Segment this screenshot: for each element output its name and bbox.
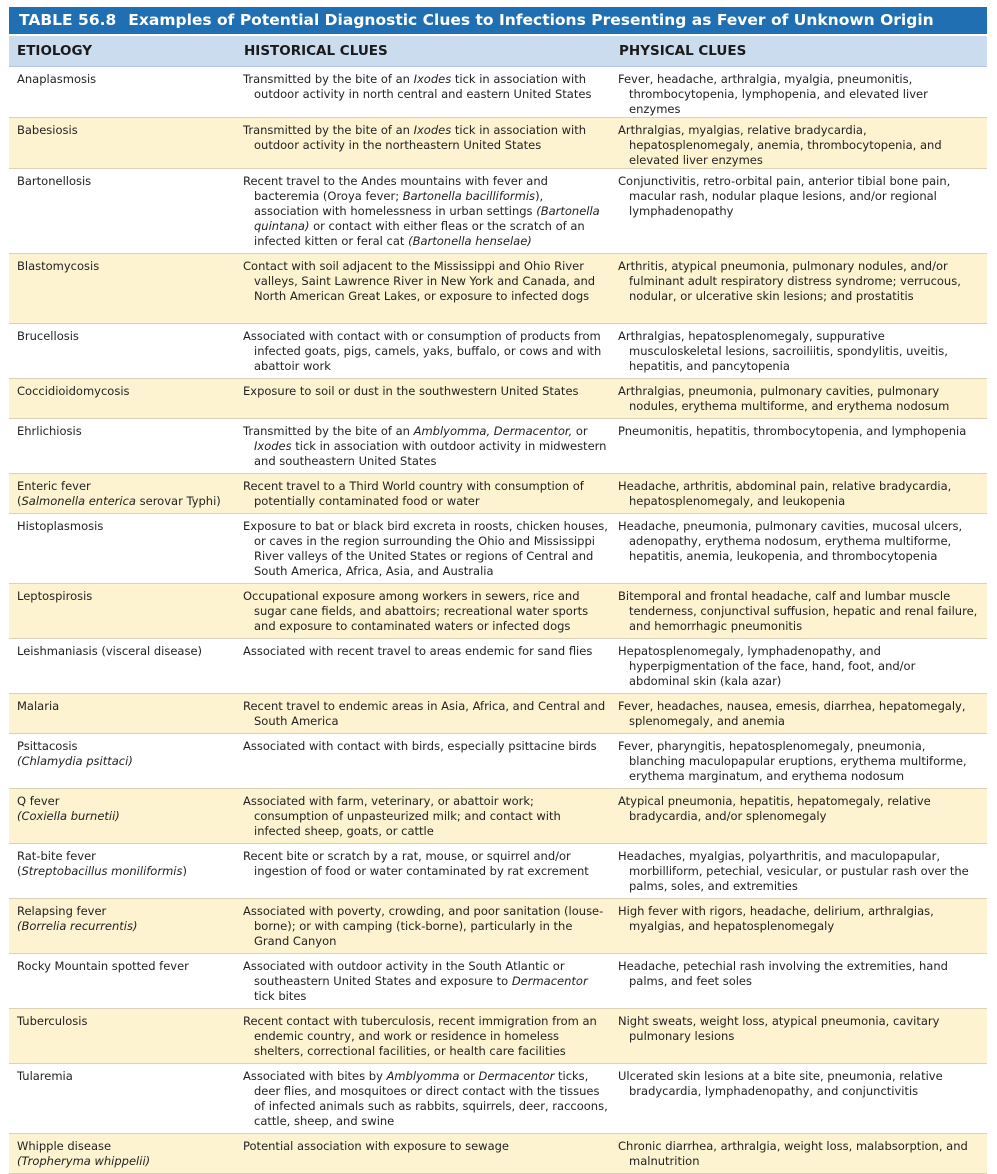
physical-clues-cell bbox=[618, 1009, 987, 1064]
etiology-cell bbox=[9, 584, 243, 639]
table-row bbox=[9, 169, 987, 254]
table-row bbox=[9, 1009, 987, 1064]
etiology-name: Blastomycosis bbox=[17, 259, 100, 273]
physical-clues-text: Atypical pneumonia, hepatitis, hepatomegaly, relative bradycardia, and/or splenomegaly bbox=[618, 794, 931, 823]
historical-clues-cell bbox=[243, 118, 618, 169]
etiology-cell bbox=[9, 254, 243, 324]
historical-clues-cell bbox=[243, 324, 618, 379]
table-row bbox=[9, 379, 987, 419]
etiology-name: Leptospirosis bbox=[17, 589, 93, 603]
historical-clues-cell bbox=[243, 734, 618, 789]
table-row bbox=[9, 514, 987, 584]
physical-clues-text: Headache, pneumonia, pulmonary cavities, mucosal ulcers, adenopathy, erythema nodosum, erythema multiforme, hepatitis, anemia, leukopenia, and thrombocytopenia bbox=[618, 519, 963, 563]
etiology-name: Tularemia bbox=[17, 1069, 73, 1083]
table-row bbox=[9, 254, 987, 324]
physical-clues-text: High fever with rigors, headache, delirium, arthralgias, myalgias, and hepatosplenomegaly bbox=[618, 904, 934, 933]
historical-clues-cell bbox=[243, 1064, 618, 1134]
physical-clues-text: Arthralgias, pneumonia, pulmonary cavities, pulmonary nodules, erythema multiforme, and erythema nodosum bbox=[618, 384, 950, 413]
etiology-name: Rat-bite fever bbox=[17, 849, 96, 863]
etiology-name: Coccidioidomycosis bbox=[17, 384, 130, 398]
historical-clues-text: Recent travel to a Third World country with consumption of potentially contaminated food or water bbox=[243, 479, 584, 508]
table-row bbox=[9, 694, 987, 734]
etiology-cell bbox=[9, 67, 243, 118]
historical-clues-cell bbox=[243, 1009, 618, 1064]
etiology-cell bbox=[9, 118, 243, 169]
physical-clues-cell bbox=[618, 639, 987, 694]
historical-clues-text: Associated with contact with or consumption of products from infected goats, pigs, camels, yaks, buffalo, or cows and with abattoir work bbox=[243, 329, 602, 373]
physical-clues-cell bbox=[618, 584, 987, 639]
historical-clues-text: Recent travel to the Andes mountains with fever and bacteremia (Oroya fever; Bartonella bacilliformis), association with homelessness in urban settings (Bartonella quintana) or contact with either fleas or the scratch of an infected kitten or feral cat (Bartonella henselae) bbox=[243, 174, 600, 248]
etiology-name: Whipple disease bbox=[17, 1139, 112, 1153]
table-row bbox=[9, 734, 987, 789]
etiology-name: Q fever bbox=[17, 794, 60, 808]
physical-clues-cell bbox=[618, 379, 987, 419]
historical-clues-text: Transmitted by the bite of an Ixodes tick in association with outdoor activity in north central and eastern United States bbox=[243, 72, 592, 101]
etiology-cell bbox=[9, 844, 243, 899]
column-header-row bbox=[9, 36, 987, 67]
table-row bbox=[9, 67, 987, 118]
table-title: Examples of Potential Diagnostic Clues to Infections Presenting as Fever of Unknown Origin bbox=[128, 11, 934, 29]
etiology-name: Tuberculosis bbox=[17, 1014, 88, 1028]
physical-clues-cell bbox=[618, 789, 987, 844]
etiology-cell bbox=[9, 419, 243, 474]
physical-clues-text: Headache, petechial rash involving the extremities, hand palms, and feet soles bbox=[618, 959, 948, 988]
historical-clues-text: Transmitted by the bite of an Amblyomma, Dermacentor, or Ixodes tick in association with outdoor activity in midwestern and southeastern United States bbox=[243, 424, 607, 468]
column-header-historical: HISTORICAL CLUES bbox=[244, 43, 388, 59]
historical-clues-cell bbox=[243, 67, 618, 118]
etiology-name: Psittacosis bbox=[17, 739, 78, 753]
physical-clues-cell bbox=[618, 734, 987, 789]
historical-clues-text: Associated with recent travel to areas endemic for sand flies bbox=[243, 644, 593, 658]
historical-clues-cell bbox=[243, 254, 618, 324]
etiology-organism: (Borrelia recurrentis) bbox=[17, 919, 138, 933]
historical-clues-cell bbox=[243, 789, 618, 844]
historical-clues-cell bbox=[243, 954, 618, 1009]
table-row bbox=[9, 584, 987, 639]
table-row bbox=[9, 474, 987, 514]
etiology-cell bbox=[9, 789, 243, 844]
historical-clues-text: Associated with contact with birds, especially psittacine birds bbox=[243, 739, 597, 753]
physical-clues-text: Headaches, myalgias, polyarthritis, and maculopapular, morbilliform, petechial, vesicular, or pustular rash over the palms, soles, and extremities bbox=[618, 849, 969, 893]
table-row bbox=[9, 954, 987, 1009]
physical-clues-text: Pneumonitis, hepatitis, thrombocytopenia, and lymphopenia bbox=[618, 424, 967, 438]
physical-clues-text: Arthritis, atypical pneumonia, pulmonary nodules, and/or fulminant adult respiratory distress syndrome; verrucous, nodular, or ulcerative skin lesions; and prostatitis bbox=[618, 259, 961, 303]
table-row bbox=[9, 1064, 987, 1134]
etiology-name: Leishmaniasis (visceral disease) bbox=[17, 644, 203, 658]
etiology-name: Ehrlichiosis bbox=[17, 424, 82, 438]
physical-clues-cell bbox=[618, 118, 987, 169]
etiology-cell bbox=[9, 694, 243, 734]
physical-clues-text: Arthralgias, hepatosplenomegaly, suppurative musculoskeletal lesions, sacroiliitis, spondylitis, uveitis, hepatitis, and pancytopenia bbox=[618, 329, 948, 373]
physical-clues-text: Arthralgias, myalgias, relative bradycardia, hepatosplenomegaly, anemia, thrombocytopenia, and elevated liver enzymes bbox=[618, 123, 942, 167]
physical-clues-cell bbox=[618, 254, 987, 324]
historical-clues-cell bbox=[243, 379, 618, 419]
physical-clues-text: Fever, headache, arthralgia, myalgia, pneumonitis, thrombocytopenia, lymphopenia, and elevated liver enzymes bbox=[618, 72, 928, 116]
etiology-cell bbox=[9, 474, 243, 514]
physical-clues-text: Conjunctivitis, retro-orbital pain, anterior tibial bone pain, macular rash, nodular plaque lesions, and/or regional lymphadenopathy bbox=[618, 174, 951, 218]
etiology-cell bbox=[9, 169, 243, 254]
historical-clues-cell bbox=[243, 584, 618, 639]
table-title-bar bbox=[9, 7, 987, 34]
etiology-organism: (Tropheryma whippelii) bbox=[17, 1154, 151, 1168]
historical-clues-cell bbox=[243, 169, 618, 254]
table-row bbox=[9, 1134, 987, 1174]
historical-clues-cell bbox=[243, 899, 618, 954]
etiology-organism: (Salmonella enterica serovar Typhi) bbox=[17, 494, 221, 508]
table-body bbox=[9, 67, 987, 1174]
table-row bbox=[9, 789, 987, 844]
etiology-cell bbox=[9, 1134, 243, 1174]
historical-clues-text: Recent bite or scratch by a rat, mouse, or squirrel and/or ingestion of food or water contaminated by rat excrement bbox=[243, 849, 589, 878]
physical-clues-cell bbox=[618, 1134, 987, 1174]
etiology-name: Relapsing fever bbox=[17, 904, 107, 918]
historical-clues-cell bbox=[243, 514, 618, 584]
etiology-name: Enteric fever bbox=[17, 479, 91, 493]
etiology-organism: (Coxiella burnetii) bbox=[17, 809, 120, 823]
historical-clues-text: Potential association with exposure to sewage bbox=[243, 1139, 509, 1153]
physical-clues-cell bbox=[618, 694, 987, 734]
historical-clues-cell bbox=[243, 844, 618, 899]
etiology-cell bbox=[9, 639, 243, 694]
table-row bbox=[9, 899, 987, 954]
table-row bbox=[9, 639, 987, 694]
etiology-organism: (Chlamydia psittaci) bbox=[17, 754, 133, 768]
historical-clues-cell bbox=[243, 694, 618, 734]
historical-clues-text: Contact with soil adjacent to the Mississippi and Ohio River valleys, Saint Lawrence River in New York and Canada, and North American Great Lakes, or exposure to infected dogs bbox=[243, 259, 596, 303]
etiology-cell bbox=[9, 514, 243, 584]
etiology-name: Malaria bbox=[17, 699, 60, 713]
physical-clues-cell bbox=[618, 419, 987, 474]
table-figure bbox=[9, 7, 987, 1174]
historical-clues-text: Recent travel to endemic areas in Asia, Africa, and Central and South America bbox=[243, 699, 606, 728]
etiology-cell bbox=[9, 1009, 243, 1064]
physical-clues-text: Bitemporal and frontal headache, calf and lumbar muscle tenderness, conjunctival suffusion, hepatic and renal failure, and hemorrhagic pneumonitis bbox=[618, 589, 978, 633]
physical-clues-text: Hepatosplenomegaly, lymphadenopathy, and hyperpigmentation of the face, hand, foot, and/or abdominal skin (kala azar) bbox=[618, 644, 916, 688]
historical-clues-text: Associated with bites by Amblyomma or Dermacentor ticks, deer flies, and mosquitoes or direct contact with the tissues of infected animals such as rabbits, squirrels, deer, raccoons, cattle, sheep, and swine bbox=[243, 1069, 608, 1128]
physical-clues-cell bbox=[618, 954, 987, 1009]
historical-clues-text: Transmitted by the bite of an Ixodes tick in association with outdoor activity in the northeastern United States bbox=[243, 123, 587, 152]
physical-clues-cell bbox=[618, 67, 987, 118]
etiology-organism: (Streptobacillus moniliformis) bbox=[17, 864, 187, 878]
etiology-cell bbox=[9, 1064, 243, 1134]
physical-clues-cell bbox=[618, 514, 987, 584]
etiology-name: Babesiosis bbox=[17, 123, 78, 137]
table-row bbox=[9, 419, 987, 474]
historical-clues-text: Associated with farm, veterinary, or abattoir work; consumption of unpasteurized milk; and contact with infected sheep, goats, or cattle bbox=[243, 794, 561, 838]
physical-clues-cell bbox=[618, 169, 987, 254]
etiology-name: Rocky Mountain spotted fever bbox=[17, 959, 189, 973]
etiology-cell bbox=[9, 734, 243, 789]
etiology-cell bbox=[9, 899, 243, 954]
historical-clues-cell bbox=[243, 639, 618, 694]
historical-clues-text: Occupational exposure among workers in sewers, rice and sugar cane fields, and abattoirs; recreational water sports and exposure to contaminated waters or infected dogs bbox=[243, 589, 589, 633]
etiology-cell bbox=[9, 379, 243, 419]
historical-clues-text: Exposure to bat or black bird excreta in roosts, chicken houses, or caves in the region surrounding the Ohio and Mississippi River valleys of the United States or regions of Central and South America, Africa, Asia, and Australia bbox=[243, 519, 608, 578]
historical-clues-text: Exposure to soil or dust in the southwestern United States bbox=[243, 384, 579, 398]
etiology-name: Brucellosis bbox=[17, 329, 79, 343]
column-header-physical: PHYSICAL CLUES bbox=[619, 43, 747, 59]
etiology-cell bbox=[9, 324, 243, 379]
physical-clues-cell bbox=[618, 844, 987, 899]
column-header-etiology: ETIOLOGY bbox=[17, 43, 93, 59]
historical-clues-text: Associated with outdoor activity in the South Atlantic or southeastern United States and exposure to Dermacentor tick bites bbox=[243, 959, 588, 1003]
etiology-name: Anaplasmosis bbox=[17, 72, 97, 86]
table-row bbox=[9, 118, 987, 169]
table-number: TABLE 56.8 bbox=[19, 11, 117, 29]
physical-clues-text: Fever, headaches, nausea, emesis, diarrhea, hepatomegaly, splenomegaly, and anemia bbox=[618, 699, 966, 728]
historical-clues-text: Associated with poverty, crowding, and poor sanitation (louse-borne); or with camping (tick-borne), particularly in the Grand Canyon bbox=[243, 904, 604, 948]
physical-clues-cell bbox=[618, 474, 987, 514]
etiology-cell bbox=[9, 954, 243, 1009]
physical-clues-text: Fever, pharyngitis, hepatosplenomegaly, pneumonia, blanching maculopapular eruptions, erythema multiforme, erythema marginatum, and erythema nodosum bbox=[618, 739, 967, 783]
physical-clues-cell bbox=[618, 324, 987, 379]
etiology-name: Bartonellosis bbox=[17, 174, 92, 188]
historical-clues-cell bbox=[243, 474, 618, 514]
etiology-name: Histoplasmosis bbox=[17, 519, 104, 533]
physical-clues-text: Headache, arthritis, abdominal pain, relative bradycardia, hepatosplenomegaly, and leukopenia bbox=[618, 479, 952, 508]
physical-clues-cell bbox=[618, 899, 987, 954]
historical-clues-cell bbox=[243, 1134, 618, 1174]
physical-clues-text: Chronic diarrhea, arthralgia, weight loss, malabsorption, and malnutrition bbox=[618, 1139, 968, 1168]
table-row bbox=[9, 324, 987, 379]
physical-clues-text: Night sweats, weight loss, atypical pneumonia, cavitary pulmonary lesions bbox=[618, 1014, 940, 1043]
clues-table bbox=[9, 67, 987, 1174]
table-row bbox=[9, 844, 987, 899]
physical-clues-cell bbox=[618, 1064, 987, 1134]
historical-clues-text: Recent contact with tuberculosis, recent immigration from an endemic country, and work or residence in homeless shelters, correctional facilities, or health care facilities bbox=[243, 1014, 597, 1058]
physical-clues-text: Ulcerated skin lesions at a bite site, pneumonia, relative bradycardia, lymphadenopathy, and conjunctivitis bbox=[618, 1069, 943, 1098]
historical-clues-cell bbox=[243, 419, 618, 474]
